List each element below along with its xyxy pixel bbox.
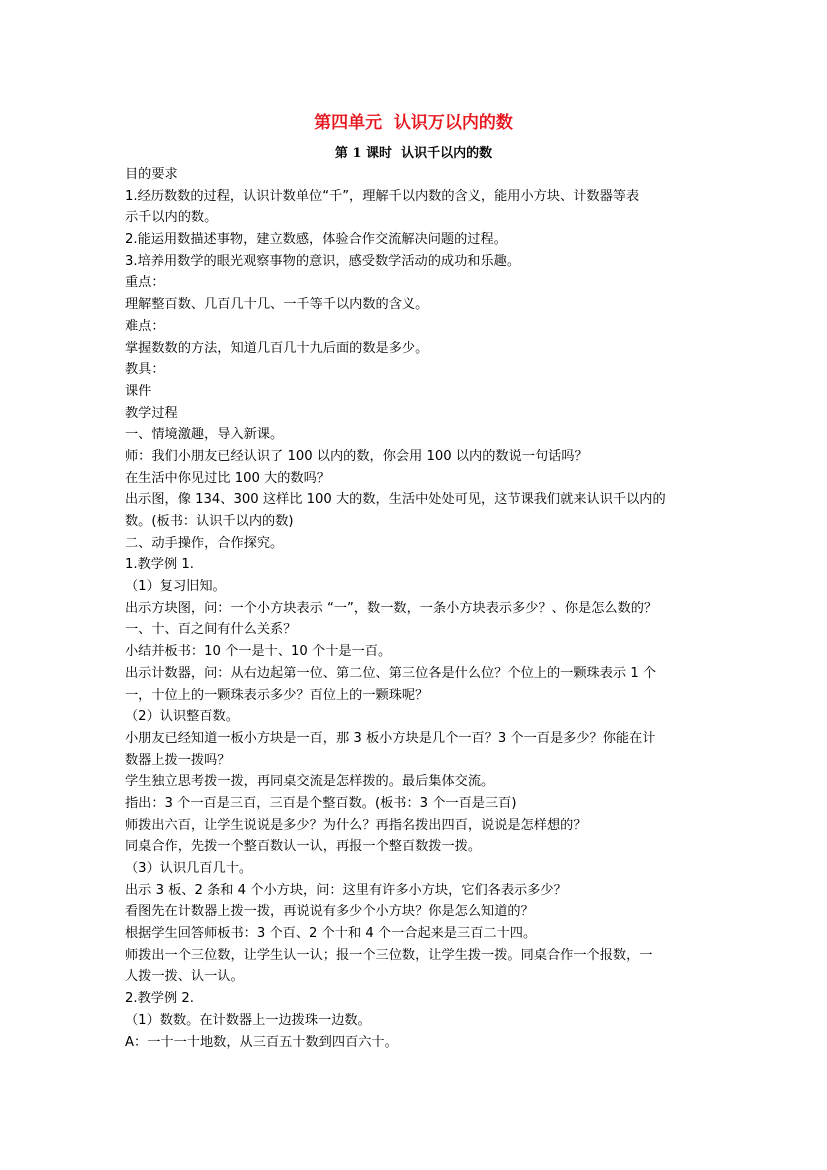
text-line: 在生活中你见过比 100 大的数吗？: [125, 470, 330, 486]
document-subtitle: 第 1 课时 认识千以内的数: [334, 146, 493, 161]
text-line: （1）数数。在计数器上一边拨珠一边数。: [125, 1012, 371, 1028]
text-line: 教学过程: [125, 405, 178, 421]
text-line: 课件: [125, 383, 152, 399]
document-body: [125, 164, 705, 1053]
text-line: 师拨出六百，让学生说说是多少？为什么？再指名拨出四百，说说是怎样想的？: [125, 817, 587, 833]
text-line: 难点：: [125, 318, 165, 334]
text-line: 出示计数器，问：从右边起第一位、第二位、第三位各是什么位？个位上的一颗珠表示 1 个: [125, 665, 657, 681]
text-line: 目的要求: [125, 167, 178, 182]
text-line: 2.能运用数描述事物，建立数感，体验合作交流解决问题的过程。: [125, 232, 507, 248]
text-line: 根据学生回答师板书：3 个百、2 个十和 4 个一合起来是三百二十四。: [125, 926, 537, 942]
text-line: （1）复习旧知。: [125, 579, 226, 595]
text-line: 掌握数数的方法，知道几百几十九后面的数是多少。: [125, 340, 429, 356]
text-line: 小朋友已经知道一板小方块是一百，那 3 板小方块是几个一百？3 个一百是多少？你能在计: [125, 730, 656, 746]
text-line: 数器上拨一拨吗？: [125, 752, 231, 768]
text-line: 看图先在计数器上拨一拨，再说说有多少个小方块？你是怎么知道的？: [125, 904, 534, 920]
text-line: 出示图，像 134、300 这样比 100 大的数，生活中处处可见，这节课我们就来认识千以内的: [125, 492, 666, 508]
text-line: 数。(板书：认识千以内的数): [125, 514, 294, 529]
text-line: 一、情境激趣，导入新课。: [125, 427, 284, 443]
text-line: 出示方块图，问：一个小方块表示 “一”，数一数，一条小方块表示多少？、你是怎么数的？: [125, 600, 658, 616]
text-line: A：一十一十地数，从三百五十数到四百六十。: [125, 1034, 398, 1050]
text-line: （3）认识几百几十。: [125, 861, 253, 876]
document-title: 第四单元 认识万以内的数: [314, 113, 513, 133]
text-line: 理解整百数、几百几十几、一千等千以内数的含义。: [125, 297, 429, 313]
text-line: 一、十、百之间有什么关系？: [125, 622, 297, 638]
text-line: 师拨出一个三位数，让学生认一认；报一个三位数，让学生拨一拨。同桌合作一个报数，一: [125, 947, 653, 963]
text-line: 出示 3 板、2 条和 4 个小方块，问：这里有许多小方块，它们各表示多少？: [125, 882, 567, 898]
text-line: 3.培养用数学的眼光观察事物的意识，感受数学活动的成功和乐趣。: [125, 253, 521, 269]
text-line: 2.教学例 2.: [125, 991, 194, 1007]
text-line: 示千以内的数。: [125, 210, 218, 226]
text-line: 重点：: [125, 275, 165, 291]
text-line: 一，十位上的一颗珠表示多少？百位上的一颗珠呢？: [125, 687, 429, 703]
text-line: 指出：3 个一百是三百，三百是个整百数。(板书：3 个一百是三百): [125, 795, 517, 811]
text-line: 师：我们小朋友已经认识了 100 以内的数，你会用 100 以内的数说一句话吗？: [125, 448, 588, 464]
text-line: 二、动手操作，合作探究。: [125, 535, 284, 551]
text-line: （2）认识整百数。: [125, 709, 239, 725]
text-line: 学生独立思考拨一拨，再同桌交流是怎样拨的。最后集体交流。: [125, 774, 495, 790]
text-line: 小结并板书：10 个一是十、10 个十是一百。: [125, 644, 392, 660]
text-line: 同桌合作，先拨一个整百数认一认，再报一个整百数拨一拨。: [125, 839, 482, 855]
text-line: 1.教学例 1.: [125, 557, 194, 573]
text-line: 1.经历数数的过程，认识计数单位“千”，理解千以内数的含义，能用小方块、计数器等表: [125, 188, 640, 204]
text-line: 人拨一拨、认一认。: [125, 969, 244, 985]
text-line: 教具：: [125, 362, 165, 378]
